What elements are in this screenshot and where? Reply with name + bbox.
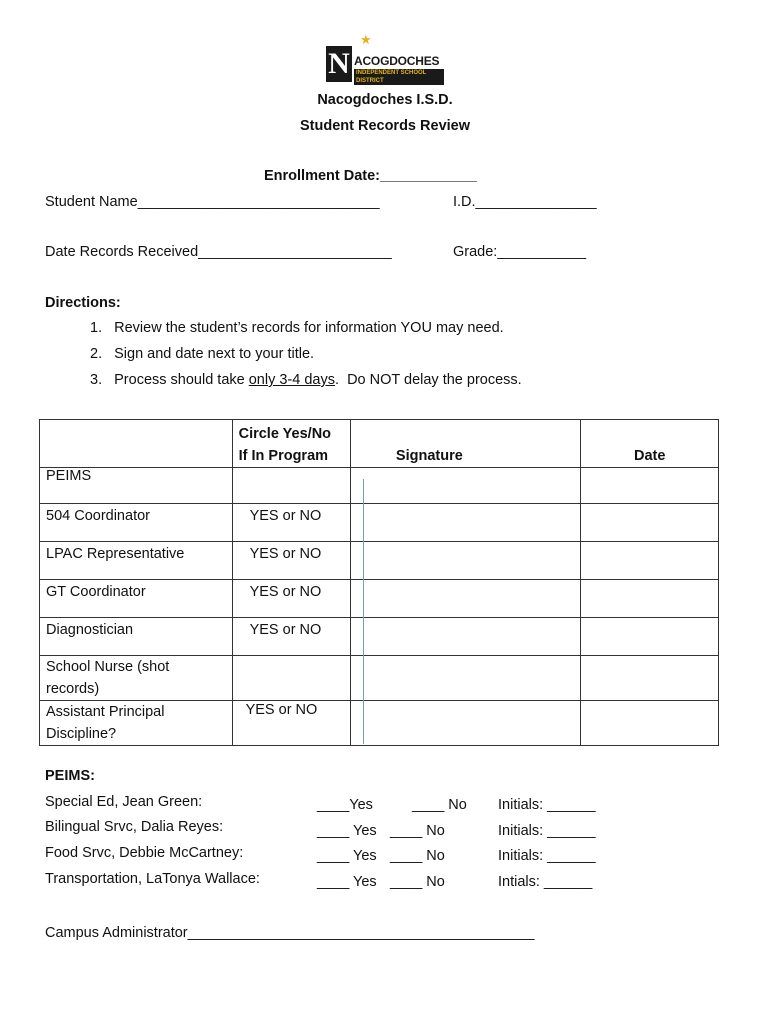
signature-cell[interactable] bbox=[350, 580, 581, 618]
peims-yes[interactable]: ____ Yes bbox=[317, 823, 377, 839]
date-cell[interactable] bbox=[581, 468, 719, 504]
peims-yes[interactable]: ____ Yes bbox=[317, 848, 377, 864]
star-icon: ★ bbox=[360, 32, 372, 47]
program-cell[interactable] bbox=[232, 656, 350, 701]
logo-initial: N bbox=[326, 46, 352, 82]
table-row bbox=[40, 618, 719, 656]
records-table bbox=[39, 419, 719, 746]
peims-no[interactable]: ____ No bbox=[412, 797, 467, 813]
date-cell[interactable] bbox=[581, 504, 719, 542]
direction-text: Review the student’s records for information YOU may need. bbox=[114, 320, 504, 336]
header-circle-yes-no bbox=[232, 420, 350, 468]
role-cell: 504 Coordinator bbox=[40, 504, 233, 542]
date-cell[interactable] bbox=[581, 618, 719, 656]
peims-heading: PEIMS: bbox=[45, 768, 95, 784]
signature-cell[interactable] bbox=[350, 468, 581, 504]
peims-initials[interactable]: Initials: ______ bbox=[498, 848, 596, 864]
student-name-field[interactable]: Student Name______________________________ bbox=[45, 194, 380, 210]
date-cell[interactable] bbox=[581, 542, 719, 580]
peims-initials[interactable]: Initials: ______ bbox=[498, 823, 596, 839]
signature-cell[interactable] bbox=[350, 701, 581, 746]
program-cell[interactable]: YES or NO bbox=[232, 701, 350, 746]
role-cell: GT Coordinator bbox=[40, 580, 233, 618]
enrollment-date-field[interactable]: Enrollment Date:____________ bbox=[264, 168, 477, 184]
district-logo bbox=[326, 32, 444, 84]
signature-cell[interactable] bbox=[350, 504, 581, 542]
table-row bbox=[40, 656, 719, 701]
direction-text: Sign and date next to your title. bbox=[114, 346, 315, 362]
table-row bbox=[40, 580, 719, 618]
direction-item bbox=[90, 372, 522, 388]
role-cell: PEIMS bbox=[40, 468, 233, 504]
date-cell[interactable] bbox=[581, 580, 719, 618]
direction-item bbox=[90, 320, 504, 336]
role-cell: Assistant Principal Discipline? bbox=[40, 701, 233, 746]
direction-item bbox=[90, 346, 314, 362]
direction-number: 2. bbox=[90, 346, 103, 362]
page-title: Student Records Review bbox=[299, 118, 470, 134]
date-cell[interactable] bbox=[581, 656, 719, 701]
student-id-field[interactable]: I.D._______________ bbox=[453, 194, 597, 210]
role-cell: Diagnostician bbox=[40, 618, 233, 656]
table-row bbox=[40, 701, 719, 746]
direction-text: Process should take bbox=[114, 372, 249, 388]
date-cell[interactable] bbox=[581, 701, 719, 746]
signature-cell[interactable] bbox=[350, 618, 581, 656]
header-blank-cell bbox=[40, 420, 233, 468]
program-cell[interactable]: YES or NO bbox=[232, 542, 350, 580]
role-cell: LPAC Representative bbox=[40, 542, 233, 580]
table-header-row bbox=[40, 420, 719, 468]
program-cell[interactable]: YES or NO bbox=[232, 504, 350, 542]
header-circle-line2: If In Program bbox=[238, 448, 329, 464]
peims-name: Food Srvc, Debbie McCartney: bbox=[45, 845, 244, 861]
signature-cell[interactable] bbox=[350, 656, 581, 701]
peims-no[interactable]: ____ No bbox=[390, 874, 445, 890]
role-cell: School Nurse (shot records) bbox=[40, 656, 233, 701]
table-row bbox=[40, 468, 719, 504]
program-cell[interactable]: YES or NO bbox=[232, 580, 350, 618]
table-row bbox=[40, 504, 719, 542]
direction-number: 3. bbox=[90, 372, 103, 388]
district-name: Nacogdoches I.S.D. bbox=[317, 92, 453, 108]
peims-name: Transportation, LaTonya Wallace: bbox=[45, 871, 260, 887]
program-cell[interactable]: YES or NO bbox=[232, 618, 350, 656]
direction-text-end: . Do NOT delay the process. bbox=[334, 372, 522, 388]
logo-word: ACOGDOCHES bbox=[354, 54, 440, 68]
peims-name: Bilingual Srvc, Dalia Reyes: bbox=[45, 819, 224, 835]
date-records-received-field[interactable]: Date Records Received________________________ bbox=[45, 244, 392, 260]
direction-emphasis: only 3-4 days bbox=[248, 372, 335, 388]
table-row bbox=[40, 542, 719, 580]
peims-yes[interactable]: ____Yes bbox=[317, 797, 373, 813]
peims-yes[interactable]: ____ Yes bbox=[317, 874, 377, 890]
peims-initials[interactable]: Intials: ______ bbox=[498, 874, 593, 890]
direction-number: 1. bbox=[90, 320, 103, 336]
header-date: Date bbox=[581, 420, 719, 468]
directions-heading: Directions: bbox=[45, 295, 121, 311]
peims-no[interactable]: ____ No bbox=[390, 848, 445, 864]
peims-no[interactable]: ____ No bbox=[390, 823, 445, 839]
grade-field[interactable]: Grade:___________ bbox=[453, 244, 587, 260]
program-cell[interactable] bbox=[232, 468, 350, 504]
header-circle-line1: Circle Yes/No bbox=[238, 426, 332, 442]
header-signature: Signature bbox=[350, 420, 581, 468]
peims-name: Special Ed, Jean Green: bbox=[45, 794, 203, 810]
logo-subtitle: INDEPENDENT SCHOOL DISTRICT bbox=[354, 69, 444, 85]
peims-initials[interactable]: Initials: ______ bbox=[498, 797, 596, 813]
campus-administrator-field[interactable]: Campus Administrator___________________________________________ bbox=[45, 925, 535, 941]
column-divider bbox=[363, 479, 364, 744]
signature-cell[interactable] bbox=[350, 542, 581, 580]
